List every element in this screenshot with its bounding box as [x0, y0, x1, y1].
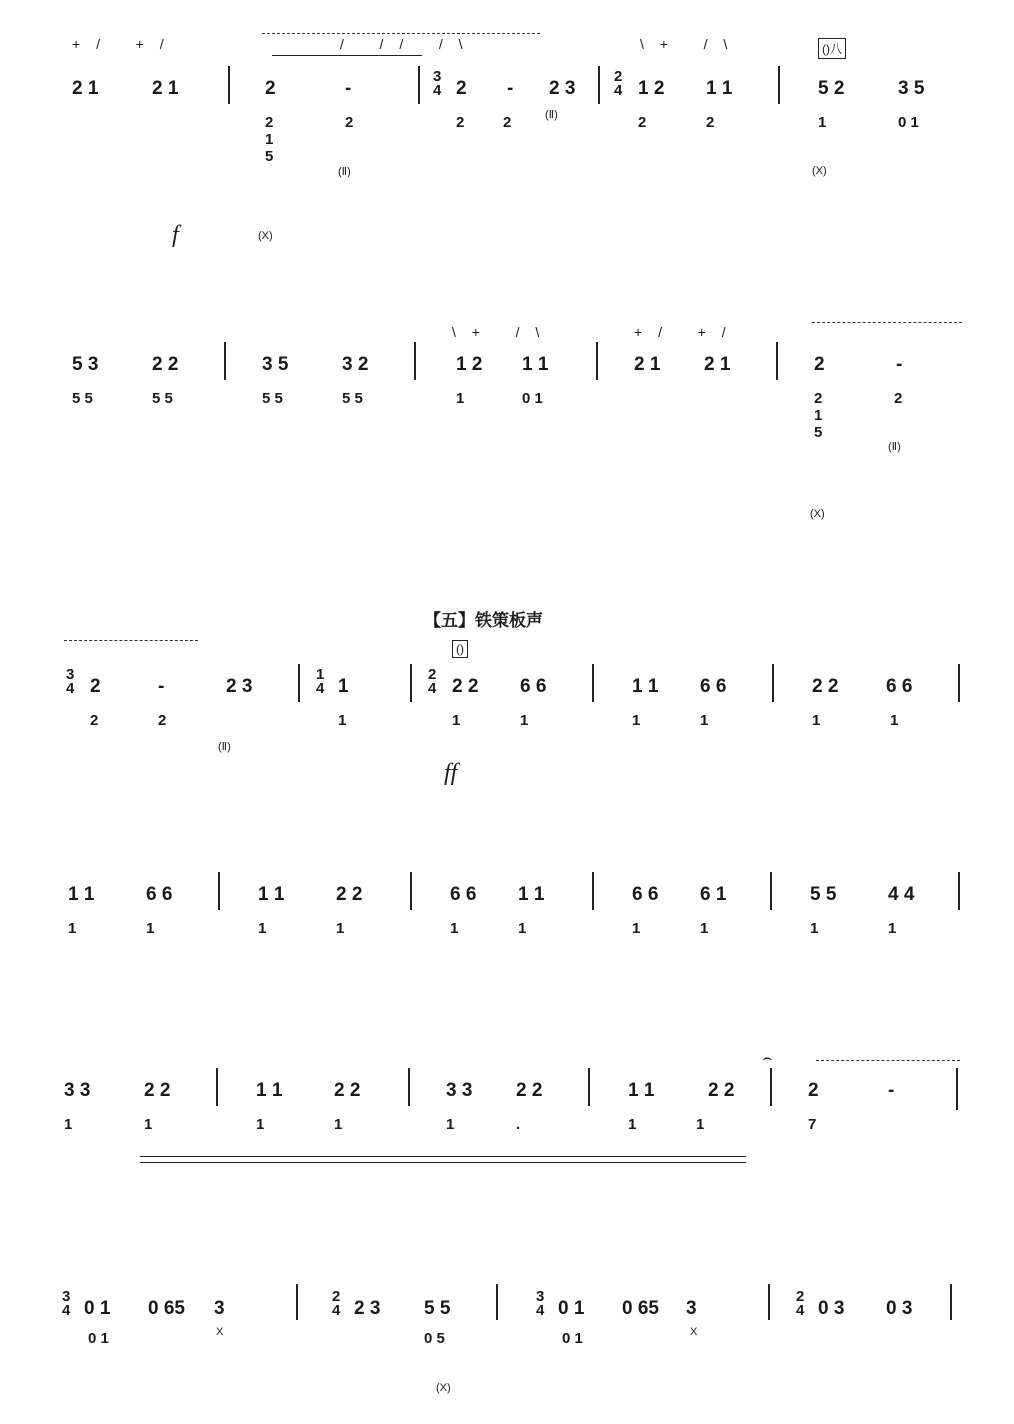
barline: [418, 66, 420, 104]
tremolo-line: [812, 322, 962, 323]
section-box: (): [452, 640, 468, 658]
note-group: 1 2: [456, 354, 483, 375]
note-group: 2 1: [704, 354, 731, 375]
note-group: 1 1: [522, 354, 549, 375]
note: 3: [214, 1298, 225, 1319]
bass-note: 1: [256, 1116, 265, 1133]
bass-note: 1: [818, 114, 827, 131]
section-title: 【五】铁策板声: [424, 611, 543, 630]
note-group: 2 2: [516, 1080, 543, 1101]
barline: [596, 342, 598, 380]
time-signature: 2 4: [428, 666, 437, 697]
bass-note: 0 1: [522, 390, 543, 407]
bass-stack: 2 1 5: [814, 390, 823, 441]
note-group: 3 3: [64, 1080, 91, 1101]
barline: [588, 1068, 590, 1106]
note-group: 1 1: [706, 78, 733, 99]
note-group: 6 6: [520, 676, 547, 697]
barline: [778, 66, 780, 104]
note-group: 0 1: [84, 1298, 111, 1319]
note-group: 5 2: [818, 78, 845, 99]
fingering-mark: X: [690, 1326, 698, 1338]
note-group: 6 6: [450, 884, 477, 905]
time-signature: 2 4: [332, 1288, 341, 1319]
barline: [598, 66, 600, 104]
dynamic-forte: f: [172, 222, 179, 248]
time-signature: 1 4: [316, 666, 325, 697]
barline: [772, 664, 774, 702]
note-group: 5 3: [72, 354, 99, 375]
bass-note-group: 0 1: [88, 1330, 109, 1347]
note-group: 1 1: [518, 884, 545, 905]
barline: [296, 1284, 298, 1320]
barline: [496, 1284, 498, 1320]
bass-note: 2: [706, 114, 715, 131]
bass-note: 1: [518, 920, 527, 937]
barline: [216, 1068, 218, 1106]
note-group: 3 2: [342, 354, 369, 375]
note-group: 1 1: [258, 884, 285, 905]
fingering-mark: X: [216, 1326, 224, 1338]
dynamic-fortissimo: ff: [444, 760, 458, 786]
tremolo-line: [64, 640, 198, 641]
note: 2: [90, 676, 101, 697]
bass-note: 2: [456, 114, 465, 131]
bass-note: 2: [503, 114, 512, 131]
fingering-mark: (X): [812, 165, 827, 177]
note-group: 2 2: [152, 354, 179, 375]
note-group: 1 1: [628, 1080, 655, 1101]
dash: -: [507, 78, 514, 99]
bass-note: 5 5: [72, 390, 93, 407]
bass-note: 2: [158, 712, 167, 729]
barline: [592, 872, 594, 910]
bass-note: 1: [446, 1116, 455, 1133]
bass-note: 5 5: [342, 390, 363, 407]
barline: [228, 66, 230, 104]
note-group: 2 2: [452, 676, 479, 697]
bass-note: 1: [144, 1116, 153, 1133]
note: 1: [338, 676, 349, 697]
note-group: 0 3: [886, 1298, 913, 1319]
note-group: 2 2: [336, 884, 363, 905]
note: 2: [265, 78, 276, 99]
note-group: 0 65: [622, 1298, 659, 1319]
dash: -: [888, 1080, 895, 1101]
note-group: 2 2: [812, 676, 839, 697]
bass-note: 7: [808, 1116, 817, 1133]
bass-note: 1: [450, 920, 459, 937]
bass-note-group: 0 1: [562, 1330, 583, 1347]
barline: [224, 342, 226, 380]
note-group: 2 2: [144, 1080, 171, 1101]
note-group: 2 3: [354, 1298, 381, 1319]
bass-note: 1: [258, 920, 267, 937]
bass-note: 1: [890, 712, 899, 729]
note-group: 6 6: [146, 884, 173, 905]
bass-note: 2: [90, 712, 99, 729]
note-group: 3 5: [262, 354, 289, 375]
note-group: 2 1: [634, 354, 661, 375]
bass-note: 1: [68, 920, 77, 937]
time-signature: 3 4: [433, 68, 442, 99]
bass-note: 5 5: [152, 390, 173, 407]
technique-marks: + / + /: [634, 324, 732, 340]
note-group: 0 65: [148, 1298, 185, 1319]
note-group: 2 1: [152, 78, 179, 99]
time-signature: 3 4: [536, 1288, 545, 1319]
bass-note: 1: [628, 1116, 637, 1133]
bass-note: .: [516, 1116, 521, 1133]
dash: -: [345, 78, 352, 99]
fingering-mark: (Ⅱ): [888, 441, 901, 453]
note-group: 3 5: [898, 78, 925, 99]
barline: [770, 872, 772, 910]
note: 2: [456, 78, 467, 99]
note-group: 1 1: [256, 1080, 283, 1101]
bass-note: 1: [700, 920, 709, 937]
time-signature: 2 4: [614, 68, 623, 99]
decrescendo-line: [140, 1156, 746, 1157]
note-group: 2 2: [708, 1080, 735, 1101]
note-group: 2 3: [549, 78, 576, 99]
barline: [958, 664, 960, 702]
bass-note: 1: [632, 920, 641, 937]
bass-note: 1: [64, 1116, 73, 1133]
bass-note: 5 5: [262, 390, 283, 407]
technique-marks: \ + / \: [452, 324, 546, 340]
barline: [592, 664, 594, 702]
technique-marks: \ + / \: [640, 36, 734, 52]
time-signature: 3 4: [62, 1288, 71, 1319]
technique-marks: + / + /: [72, 36, 170, 52]
technique-marks: / / / / \: [340, 36, 469, 52]
note-group: 6 6: [632, 884, 659, 905]
bass-note: 1: [456, 390, 465, 407]
note-group: 1 1: [632, 676, 659, 697]
section-box: ()八: [818, 38, 846, 59]
note-group: 1 2: [638, 78, 665, 99]
bass-note: 1: [520, 712, 529, 729]
bass-note: 2: [638, 114, 647, 131]
note-group: 6 6: [700, 676, 727, 697]
note-group: 1 1: [68, 884, 95, 905]
barline: [218, 872, 220, 910]
fermata-icon: ⌢: [762, 1050, 773, 1067]
bass-note: 1: [336, 920, 345, 937]
note-group: 6 1: [700, 884, 727, 905]
note-group: 2 2: [334, 1080, 361, 1101]
barline: [410, 664, 412, 702]
barline: [298, 664, 300, 702]
note-group: 0 3: [818, 1298, 845, 1319]
fingering-mark: (X): [258, 230, 273, 242]
fingering-mark: (Ⅱ): [545, 109, 558, 121]
note-group: 2 3: [226, 676, 253, 697]
note-group: 3 3: [446, 1080, 473, 1101]
slur: [272, 55, 422, 56]
barline: [410, 872, 412, 910]
barline: [956, 1068, 958, 1110]
bass-note: 1: [338, 712, 347, 729]
bass-note: 1: [146, 920, 155, 937]
bass-note-group: 0 5: [424, 1330, 445, 1347]
barline: [958, 872, 960, 910]
bass-note: 2: [894, 390, 903, 407]
note-group: 6 6: [886, 676, 913, 697]
tremolo-line: [262, 33, 540, 34]
barline: [408, 1068, 410, 1106]
bass-note: 1: [452, 712, 461, 729]
note-group: 0 1: [558, 1298, 585, 1319]
dash: -: [896, 354, 903, 375]
bass-note: 0 1: [898, 114, 919, 131]
note: 2: [808, 1080, 819, 1101]
bass-note: 1: [888, 920, 897, 937]
note-group: 5 5: [810, 884, 837, 905]
barline: [950, 1284, 952, 1320]
bass-note: 1: [700, 712, 709, 729]
barline: [414, 342, 416, 380]
tremolo-line: [816, 1060, 960, 1061]
bass-stack: 2 1 5: [265, 114, 274, 165]
bass-note: 2: [345, 114, 354, 131]
time-signature: 2 4: [796, 1288, 805, 1319]
note: 2: [814, 354, 825, 375]
fingering-mark: (X): [810, 508, 825, 520]
bass-note: 1: [696, 1116, 705, 1133]
time-signature: 3 4: [66, 666, 75, 697]
note-group: 2 1: [72, 78, 99, 99]
decrescendo-line: [140, 1162, 746, 1163]
barline: [768, 1284, 770, 1320]
fingering-mark: (Ⅱ): [338, 166, 351, 178]
bass-note: 1: [632, 712, 641, 729]
barline: [770, 1068, 772, 1106]
note-group: 5 5: [424, 1298, 451, 1319]
bass-note: 1: [334, 1116, 343, 1133]
fingering-mark: (X): [436, 1382, 451, 1394]
note-group: 4 4: [888, 884, 915, 905]
barline: [776, 342, 778, 380]
note: 3: [686, 1298, 697, 1319]
bass-note: 1: [812, 712, 821, 729]
fingering-mark: (Ⅱ): [218, 741, 231, 753]
bass-note: 1: [810, 920, 819, 937]
dash: -: [158, 676, 165, 697]
